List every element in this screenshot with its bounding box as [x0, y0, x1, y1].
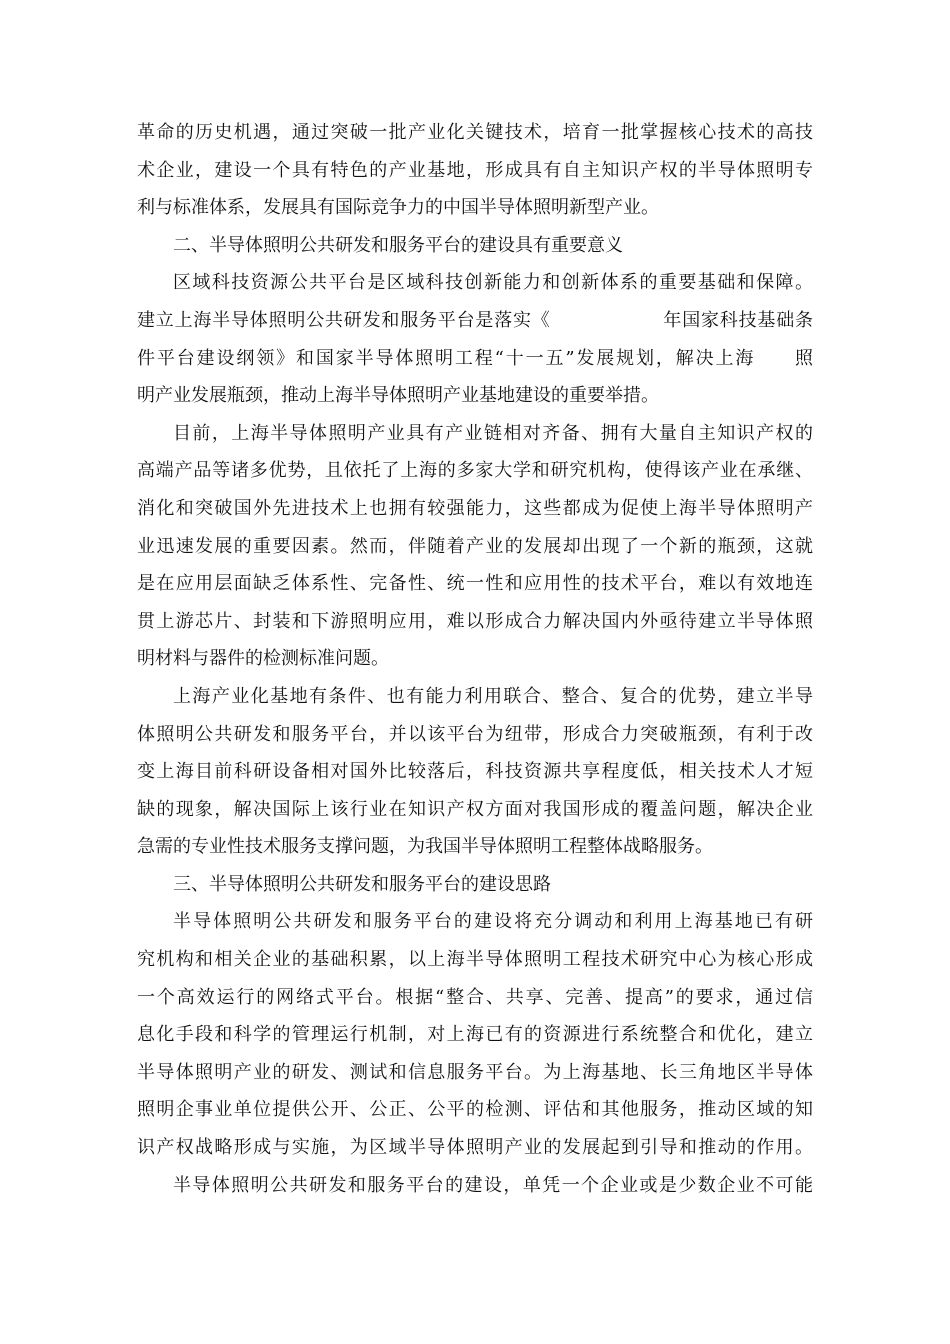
- paragraph-line: 息化手段和科学的管理运行机制，对上海已有的资源进行系统整合和优化，建立: [137, 1024, 813, 1046]
- paragraph-line: 究机构和相关企业的基础积累，以上海半导体照明工程技术研究中心为核心形成: [137, 949, 813, 971]
- paragraph-line: 明材料与器件的检测标准问题。: [137, 648, 389, 670]
- paragraph-line: 上海产业化基地有条件、也有能力利用联合、整合、复合的优势，建立半导: [173, 685, 813, 707]
- paragraph-line: 识产权战略形成与实施，为区域半导体照明产业的发展起到引导和推动的作用。: [137, 1137, 813, 1159]
- paragraph-line: 缺的现象，解决国际上该行业在知识产权方面对我国形成的覆盖问题，解决企业: [137, 798, 813, 820]
- paragraph-line: 建立上海半导体照明公共研发和服务平台是落实《 年国家科技基础条: [137, 309, 813, 331]
- paragraph-line: 区域科技资源公共平台是区域科技创新能力和创新体系的重要基础和保障。: [173, 272, 813, 294]
- section-heading: 二、半导体照明公共研发和服务平台的建设具有重要意义: [173, 234, 623, 256]
- paragraph-line: 半导体照明公共研发和服务平台的建设将充分调动和利用上海基地已有研: [173, 911, 813, 933]
- paragraph-line: 体照明公共研发和服务平台，并以该平台为纽带，形成合力突破瓶颈，有利于改: [137, 723, 813, 745]
- paragraph-line: 变上海目前科研设备相对国外比较落后，科技资源共享程度低，相关技术人才短: [137, 761, 813, 783]
- paragraph-line: 高端产品等诸多优势，且依托了上海的多家大学和研究机构，使得该产业在承继、: [137, 460, 813, 482]
- paragraph-line: 半导体照明公共研发和服务平台的建设，单凭一个企业或是少数企业不可能: [173, 1174, 813, 1196]
- paragraph-line: 急需的专业性技术服务支撑问题，为我国半导体照明工程整体战略服务。: [137, 836, 713, 858]
- paragraph-line: 革命的历史机遇，通过突破一批产业化关键技术，培育一批掌握核心技术的高技: [137, 122, 813, 143]
- paragraph-line: 利与标准体系，发展具有国际竞争力的中国半导体照明新型产业。: [137, 197, 659, 219]
- paragraph-line: 件平台建设纲领》和国家半导体照明工程“十一五”发展规划，解决上海 照: [137, 347, 813, 369]
- section-heading: 三、半导体照明公共研发和服务平台的建设思路: [173, 873, 551, 895]
- paragraph-line: 术企业，建设一个具有特色的产业基地，形成具有自主知识产权的半导体照明专: [137, 159, 813, 181]
- paragraph-line: 照明企事业单位提供公开、公正、公平的检测、评估和其他服务，推动区域的知: [137, 1099, 813, 1121]
- paragraph-line: 一个高效运行的网络式平台。根据“整合、共享、完善、提高”的要求，通过信: [137, 986, 813, 1008]
- paragraph-line: 消化和突破国外先进技术上也拥有较强能力，这些都成为促使上海半导体照明产: [137, 497, 813, 519]
- paragraph-line: 业迅速发展的重要因素。然而，伴随着产业的发展却出现了一个新的瓶颈，这就: [137, 535, 813, 557]
- paragraph-line: 目前，上海半导体照明产业具有产业链相对齐备、拥有大量自主知识产权的: [173, 422, 813, 444]
- document-body: [137, 114, 813, 1204]
- paragraph-line: 是在应用层面缺乏体系性、完备性、统一性和应用性的技术平台，难以有效地连: [137, 573, 813, 595]
- paragraph-line: 贯上游芯片、封装和下游照明应用，难以形成合力解决国内外亟待建立半导体照: [137, 610, 813, 632]
- paragraph-line: 半导体照明产业的研发、测试和信息服务平台。为上海基地、长三角地区半导体: [137, 1061, 813, 1083]
- paragraph-line: 明产业发展瓶颈，推动上海半导体照明产业基地建设的重要举措。: [137, 385, 659, 407]
